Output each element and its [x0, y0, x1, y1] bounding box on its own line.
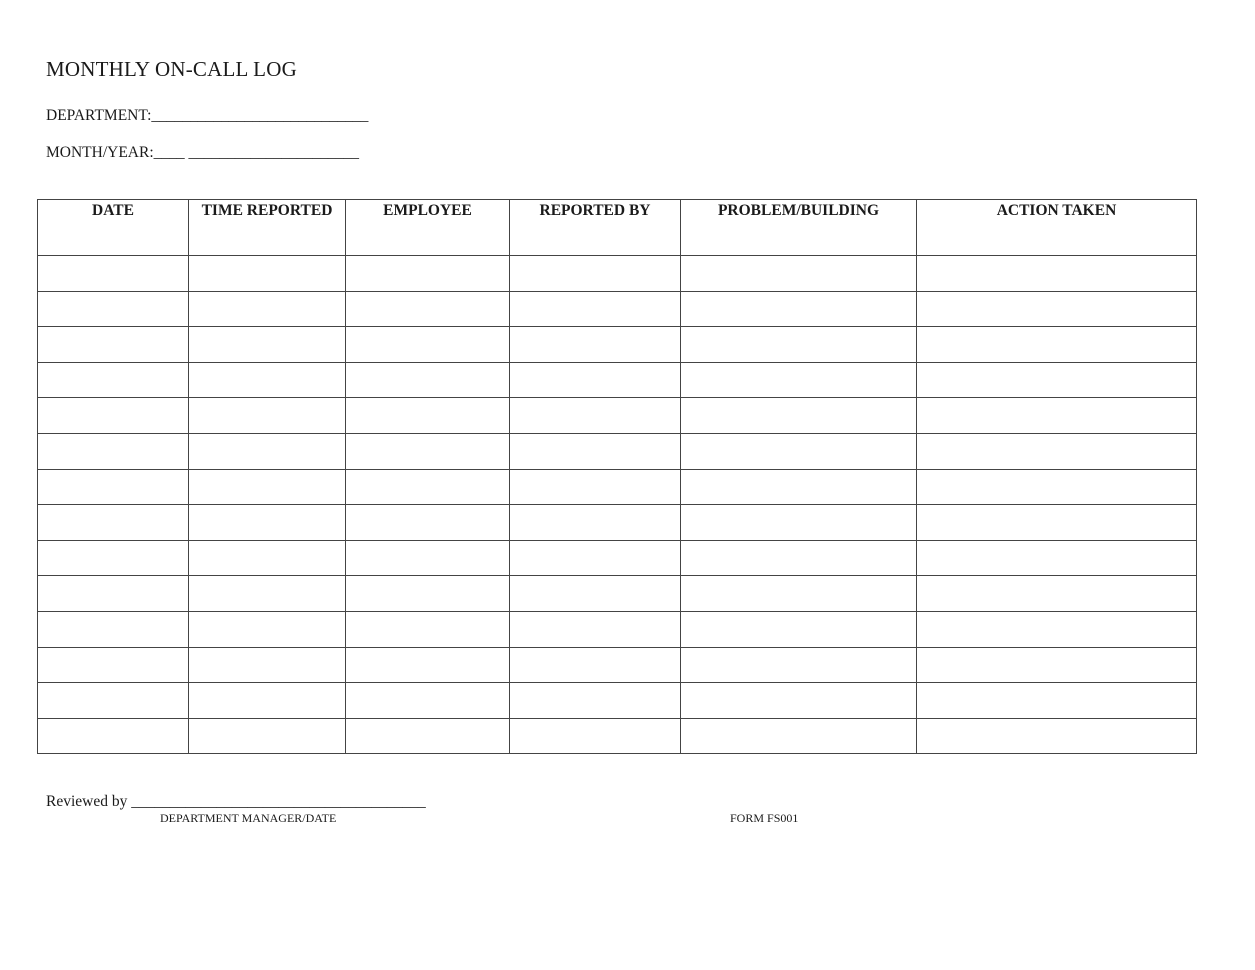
- table-cell-problem-building[interactable]: [681, 433, 917, 469]
- column-header-problem-building: PROBLEM/BUILDING: [681, 200, 917, 256]
- table-row: [38, 505, 1197, 541]
- table-cell-time-reported[interactable]: [189, 683, 346, 719]
- table-cell-date[interactable]: [38, 291, 189, 327]
- table-cell-reported-by[interactable]: [510, 469, 681, 505]
- table-cell-time-reported[interactable]: [189, 433, 346, 469]
- table-cell-action-taken[interactable]: [917, 647, 1197, 683]
- on-call-log-table: [37, 199, 1197, 754]
- column-header-date: DATE: [38, 200, 189, 256]
- table-cell-employee[interactable]: [346, 256, 510, 292]
- table-cell-employee[interactable]: [346, 576, 510, 612]
- column-header-action-taken: ACTION TAKEN: [917, 200, 1197, 256]
- table-cell-time-reported[interactable]: [189, 469, 346, 505]
- table-cell-reported-by[interactable]: [510, 718, 681, 754]
- table-cell-date[interactable]: [38, 576, 189, 612]
- table-cell-problem-building[interactable]: [681, 647, 917, 683]
- table-cell-reported-by[interactable]: [510, 291, 681, 327]
- table-cell-employee[interactable]: [346, 647, 510, 683]
- table-cell-employee[interactable]: [346, 327, 510, 363]
- table-row: [38, 327, 1197, 363]
- table-cell-action-taken[interactable]: [917, 576, 1197, 612]
- table-cell-time-reported[interactable]: [189, 291, 346, 327]
- table-cell-problem-building[interactable]: [681, 398, 917, 434]
- table-cell-action-taken[interactable]: [917, 362, 1197, 398]
- table-cell-time-reported[interactable]: [189, 540, 346, 576]
- table-cell-reported-by[interactable]: [510, 256, 681, 292]
- table-cell-employee[interactable]: [346, 611, 510, 647]
- page-title: MONTHLY ON-CALL LOG: [46, 57, 297, 81]
- table-cell-employee[interactable]: [346, 469, 510, 505]
- table-cell-date[interactable]: [38, 718, 189, 754]
- table-cell-reported-by[interactable]: [510, 398, 681, 434]
- table-cell-reported-by[interactable]: [510, 647, 681, 683]
- reviewed-by-line[interactable]: Reviewed by ______________________________________: [46, 793, 426, 810]
- table-cell-action-taken[interactable]: [917, 433, 1197, 469]
- table-cell-action-taken[interactable]: [917, 327, 1197, 363]
- table-cell-date[interactable]: [38, 647, 189, 683]
- department-field[interactable]: DEPARTMENT:____________________________: [46, 107, 369, 124]
- table-cell-date[interactable]: [38, 683, 189, 719]
- column-header-employee: EMPLOYEE: [346, 200, 510, 256]
- table-header-row: [38, 200, 1197, 256]
- table-cell-time-reported[interactable]: [189, 327, 346, 363]
- table-cell-employee[interactable]: [346, 291, 510, 327]
- table-cell-problem-building[interactable]: [681, 718, 917, 754]
- table-cell-date[interactable]: [38, 398, 189, 434]
- table-cell-date[interactable]: [38, 505, 189, 541]
- month-year-field[interactable]: MONTH/YEAR:____ ______________________: [46, 144, 360, 161]
- table-cell-action-taken[interactable]: [917, 291, 1197, 327]
- table-cell-date[interactable]: [38, 327, 189, 363]
- table-cell-problem-building[interactable]: [681, 505, 917, 541]
- table-cell-action-taken[interactable]: [917, 718, 1197, 754]
- table-cell-date[interactable]: [38, 611, 189, 647]
- table-cell-date[interactable]: [38, 433, 189, 469]
- table-row: [38, 647, 1197, 683]
- table-cell-time-reported[interactable]: [189, 362, 346, 398]
- table-cell-employee[interactable]: [346, 540, 510, 576]
- table-cell-employee[interactable]: [346, 718, 510, 754]
- table-row: [38, 469, 1197, 505]
- table-cell-time-reported[interactable]: [189, 505, 346, 541]
- table-row: [38, 362, 1197, 398]
- table-row: [38, 611, 1197, 647]
- table-cell-time-reported[interactable]: [189, 398, 346, 434]
- table-body: [38, 256, 1197, 754]
- table-cell-action-taken[interactable]: [917, 469, 1197, 505]
- table-cell-reported-by[interactable]: [510, 576, 681, 612]
- table-cell-action-taken[interactable]: [917, 256, 1197, 292]
- table-cell-problem-building[interactable]: [681, 362, 917, 398]
- table-row: [38, 718, 1197, 754]
- column-header-time-reported: TIME REPORTED: [189, 200, 346, 256]
- table-cell-employee[interactable]: [346, 683, 510, 719]
- table-cell-reported-by[interactable]: [510, 540, 681, 576]
- table-cell-date[interactable]: [38, 362, 189, 398]
- table-cell-problem-building[interactable]: [681, 576, 917, 612]
- table-cell-date[interactable]: [38, 469, 189, 505]
- table-cell-employee[interactable]: [346, 433, 510, 469]
- table-cell-reported-by[interactable]: [510, 505, 681, 541]
- table-cell-action-taken[interactable]: [917, 683, 1197, 719]
- table-cell-problem-building[interactable]: [681, 683, 917, 719]
- table-cell-time-reported[interactable]: [189, 647, 346, 683]
- table-row: [38, 433, 1197, 469]
- form-number: FORM FS001: [730, 811, 799, 825]
- table-cell-action-taken[interactable]: [917, 398, 1197, 434]
- table-row: [38, 576, 1197, 612]
- table-cell-reported-by[interactable]: [510, 611, 681, 647]
- table-cell-action-taken[interactable]: [917, 611, 1197, 647]
- table-cell-date[interactable]: [38, 256, 189, 292]
- table-cell-problem-building[interactable]: [681, 540, 917, 576]
- table-cell-employee[interactable]: [346, 398, 510, 434]
- table-cell-employee[interactable]: [346, 362, 510, 398]
- table-row: [38, 256, 1197, 292]
- table-cell-action-taken[interactable]: [917, 505, 1197, 541]
- table-cell-problem-building[interactable]: [681, 291, 917, 327]
- table-cell-employee[interactable]: [346, 505, 510, 541]
- table-cell-reported-by[interactable]: [510, 683, 681, 719]
- table-cell-problem-building[interactable]: [681, 256, 917, 292]
- table-cell-time-reported[interactable]: [189, 576, 346, 612]
- table-cell-problem-building[interactable]: [681, 327, 917, 363]
- table-cell-date[interactable]: [38, 540, 189, 576]
- table-cell-time-reported[interactable]: [189, 256, 346, 292]
- table-cell-reported-by[interactable]: [510, 433, 681, 469]
- signature-caption: DEPARTMENT MANAGER/DATE: [160, 811, 337, 825]
- table-row: [38, 398, 1197, 434]
- table-cell-problem-building[interactable]: [681, 469, 917, 505]
- table-row: [38, 291, 1197, 327]
- table-row: [38, 540, 1197, 576]
- table-cell-reported-by[interactable]: [510, 362, 681, 398]
- table-cell-action-taken[interactable]: [917, 540, 1197, 576]
- table-cell-time-reported[interactable]: [189, 718, 346, 754]
- table-cell-reported-by[interactable]: [510, 327, 681, 363]
- table-row: [38, 683, 1197, 719]
- table-cell-problem-building[interactable]: [681, 611, 917, 647]
- column-header-reported-by: REPORTED BY: [510, 200, 681, 256]
- table-cell-time-reported[interactable]: [189, 611, 346, 647]
